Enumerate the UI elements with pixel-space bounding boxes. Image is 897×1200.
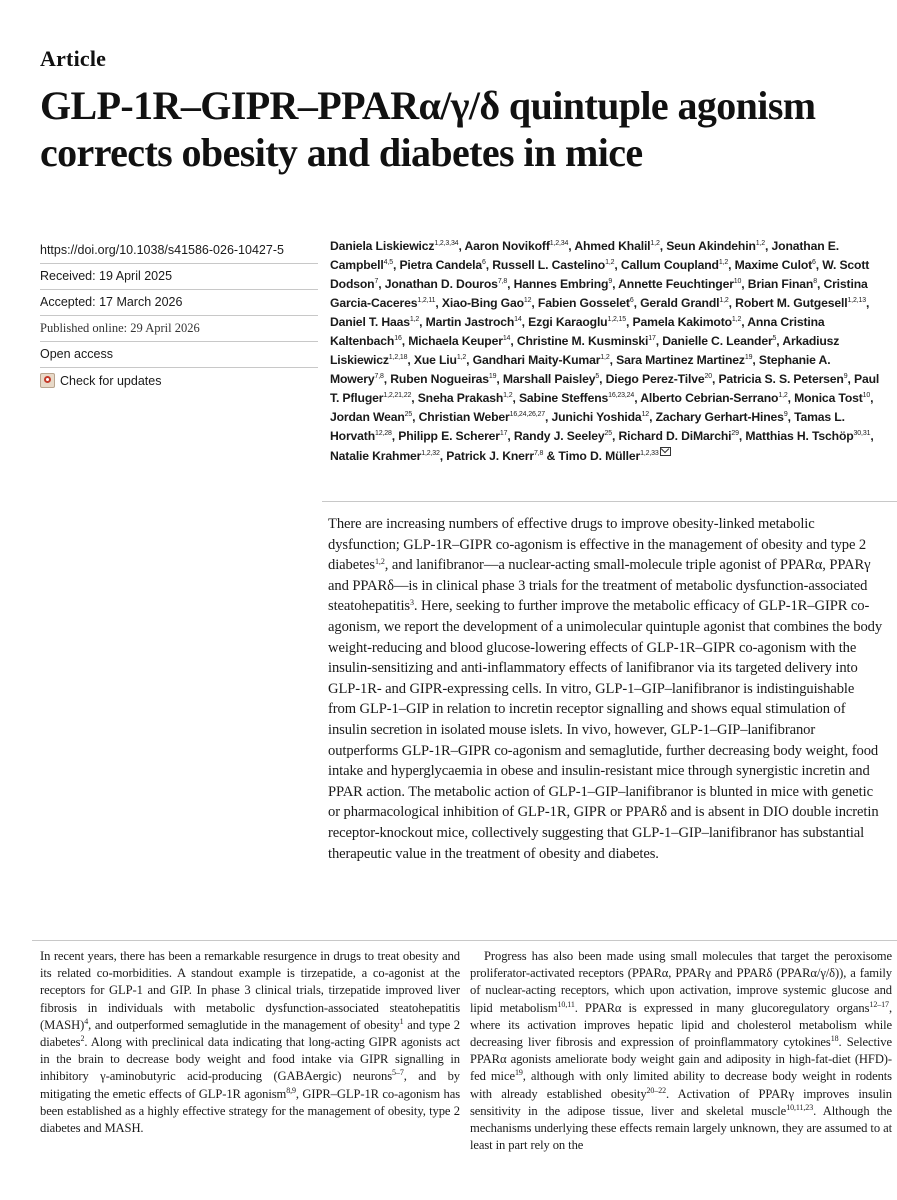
author-separator: , [870,429,874,444]
abstract-text: , and lanifibranor—a nuclear-acting small-molecule triple agonist of PPARα, PPARγ and PPARδ—is in clinical phase 3 trials for the treatment of metabolic dysfunction-associated steatohepatitis [328,557,871,615]
check-updates-button[interactable] [40,368,318,394]
author-affiliation: 1,2,18 [388,354,408,362]
body-paragraph-right [470,948,892,1154]
author-separator: , [544,410,549,425]
author-separator: , [870,391,874,406]
author-affiliation: 30,31 [853,430,871,438]
author-entry[interactable] [473,353,613,367]
author-name: Patricia S. S. Petersen [718,372,844,387]
reference-link[interactable]: 5–7 [392,1068,404,1078]
author-affiliation: 1,2,13 [847,297,866,305]
author-separator: , [728,296,732,311]
body-text: , and by mitigating the emetic effects of GLP-1R agonism [40,1069,460,1101]
author-name: Robert M. Gutgesell [735,296,848,311]
author-entry[interactable] [748,277,820,291]
author-name: Ahmed Khalil [574,239,651,253]
author-name: Tamas L. Horvath [330,410,845,444]
author-entry[interactable] [330,315,422,329]
reference-link[interactable]: 19 [514,1068,523,1078]
author-name: Alberto Cebrian-Serrano [640,391,779,406]
author-affiliation: 20 [704,373,712,381]
article-metadata [40,238,318,394]
author-entry[interactable] [390,372,499,386]
reference-link[interactable]: 18 [830,1034,839,1044]
author-name: Aaron Novikoff [464,239,550,253]
author-name: Daniel T. Haas [330,315,410,330]
author-name: Cristina Garcia-Caceres [330,277,868,311]
author-name: Marshall Paisley [502,372,596,387]
author-entry[interactable] [414,353,470,367]
body-text: , where its activation improves hepatic lipid and cholesterol metabolism while decreasing liver fibrosis and expression of proinflammatory cytokines [470,1000,892,1050]
author-affiliation: 1,2 [718,259,729,267]
reference-link[interactable]: 4 [84,1016,89,1026]
author-name: Pamela Kakimoto [632,315,732,330]
author-name: Jordan Wean [330,410,405,425]
author-name: Diego Perez-Tilve [605,372,705,387]
article-type-label: Article [40,46,107,71]
reference-link[interactable]: 3 [410,598,414,608]
author-name: Junichi Yoshida [551,410,642,425]
author-affiliation: 1,2 [719,297,729,305]
author-name: Gandhari Maity-Kumar [472,353,601,368]
author-separator: , [419,315,423,330]
author-affiliation: 16,23,24 [608,392,635,400]
author-entry[interactable] [794,391,873,405]
author-name: Richard D. DiMarchi [618,429,732,444]
author-name: Gerald Grandl [640,296,720,311]
author-entry[interactable] [735,258,819,272]
reference-link[interactable]: 1 [399,1016,404,1026]
author-name: Russell L. Castelino [492,258,606,273]
author-separator: , [599,372,603,387]
author-separator: , [787,410,791,425]
author-affiliation: 9 [608,278,613,286]
author-separator: , [507,429,511,444]
author-affiliation: 6 [482,259,486,267]
author-affiliation: 1,2 [731,316,742,324]
author-affiliation: 14 [514,316,522,324]
author-name: Randy J. Seeley [513,429,605,444]
author-name: Hannes Embring [513,277,609,292]
author-separator: , [378,277,382,292]
author-entry[interactable] [618,429,742,443]
author-separator: , [611,429,616,444]
author-entry[interactable] [514,429,615,443]
author-affiliation: 25 [604,430,612,438]
author-affiliation: 6 [812,259,816,267]
author-entry[interactable] [718,372,850,386]
author-affiliation: 9 [783,411,788,419]
author-entry[interactable] [399,258,489,272]
author-entry[interactable] [330,449,443,463]
author-name: Maxime Culot [734,258,813,273]
author-entry[interactable] [426,315,525,329]
author-affiliation: 10 [862,392,871,400]
author-entry[interactable] [616,353,756,367]
author-affiliation: 12 [523,297,532,305]
author-name: Arkadiusz Liskiewicz [330,334,840,368]
reference-link[interactable]: 10,11 [557,999,575,1009]
author-name: Timo D. Müller [558,448,641,463]
author-entry[interactable] [464,239,571,253]
author-entry[interactable] [398,429,510,443]
author-affiliation: 1,2,3,34 [434,240,459,247]
author-separator: , [485,258,490,273]
author-name: Annette Feuchtinger [618,277,734,292]
body-text: and type 2 diabetes [40,1017,461,1050]
author-entry[interactable] [538,296,637,310]
body-paragraph-left [40,948,460,1137]
author-separator: , [847,372,851,387]
author-name: Zachary Gerhart-Hines [655,410,784,425]
author-separator: , [512,391,516,406]
author-affiliation: 19 [488,373,497,381]
author-separator: , [634,391,638,406]
author-entry[interactable] [514,277,616,291]
author-name: Monica Tost [794,391,863,406]
body-text: . Activation of PPARγ improves insulin sensitivity in the adipose tissue, liver and skeletal muscle [470,1086,892,1118]
author-name: Pietra Candela [399,258,483,273]
author-name: Xue Liu [413,353,457,368]
author-entry[interactable] [745,429,873,443]
author-separator: , [412,410,416,425]
author-entry[interactable] [330,239,462,253]
author-affiliation: 7 [374,278,379,286]
author-name: Stephanie A. Mowery [330,353,831,387]
author-separator: , [626,315,630,330]
author-entry[interactable] [666,239,768,253]
author-affiliation: 8 [813,278,817,286]
author-name: Seun Akindehin [666,239,756,253]
author-name: Christine M. Kusminski [516,334,649,349]
author-affiliation: 7,8 [497,278,508,286]
author-separator: , [752,353,756,368]
author-entry[interactable] [551,410,652,424]
author-separator: , [787,391,791,406]
author-name: Philipp E. Scherer [398,429,500,444]
author-name: Matthias H. Tschöp [745,429,854,444]
author-affiliation: 12 [641,411,650,419]
author-name: Sara Martinez Martinez [616,353,745,368]
author-affiliation: 17 [648,335,656,343]
author-separator: , [401,334,405,349]
author-affiliation: 14 [502,335,511,343]
reference-link[interactable]: 1,2 [375,557,385,567]
published-date: Published online: 29 April 2026 [40,316,318,342]
author-affiliation: 7,8 [534,449,544,457]
author-separator: , [711,372,716,387]
author-name: Paul T. Pfluger [330,372,880,406]
received-date: Received: 19 April 2025 [40,264,318,290]
author-separator: , [815,258,820,273]
author-affiliation: 1,2 [503,392,513,400]
author-separator: , [568,239,572,253]
author-separator: , [816,277,821,292]
body-text: , and outperformed semaglutide in the management of obesity [88,1017,400,1032]
author-separator: , [765,239,769,253]
author-separator: , [531,296,535,311]
article-title: GLP-1R–GIPR–PPARα/γ/δ quintuple agonism corrects obesity and diabetes in mice [40,83,816,175]
reference-link[interactable]: 12–17 [869,999,889,1009]
author-name: Callum Coupland [620,258,719,273]
author-separator: , [649,410,653,425]
author-entry[interactable] [442,296,535,310]
author-separator: , [507,277,511,292]
author-name: Ezgi Karaoglu [528,315,608,330]
author-affiliation: 1,2,21,22 [383,392,412,400]
author-name: Brian Finan [747,277,814,292]
author-affiliation: 4,5 [383,259,393,267]
author-separator: , [383,372,388,387]
author-entry[interactable] [662,334,779,348]
author-entry[interactable] [419,410,549,424]
author-affiliation: 12,28 [375,430,392,438]
author-name: Fabien Gosselet [537,296,630,311]
author-separator: , [655,334,660,349]
author-affiliation: 19 [744,354,753,362]
author-name: Danielle C. Leander [662,334,773,349]
author-affiliation: 1,2,33 [640,449,659,457]
accepted-date: Accepted: 17 March 2026 [40,290,318,316]
author-entry[interactable] [618,277,744,291]
author-affiliation: 16 [394,335,402,343]
author-affiliation: 5 [772,335,777,343]
email-icon[interactable] [660,447,671,456]
author-affiliation: 17 [499,430,508,438]
author-separator: , [458,239,462,253]
author-name: Jonathan E. Campbell [330,239,839,273]
author-name: Ruben Nogueiras [390,372,489,387]
author-name: W. Scott Dodson [330,258,870,292]
author-entry[interactable] [330,410,415,424]
body-text: . Along with preclinical data indicating that long-acting GIPR agonists act in the brain to decrease body weight and food intake via GIPR signalling in inhibitory γ-aminobutyric acid-producing (GABAergic) neurons [40,1035,460,1084]
author-separator: , [776,334,780,349]
body-text: In recent years, there has been a remarkable resurgence in drugs to treat obesity and its related co-morbidities. A standout example is tirzepatide, a co-agonist at the receptors for GLP-1 and GIP. In phase 3 clinical trials, tirzepatide improved liver fibrosis in individuals with metabolic dysfunction-associated steatohepatitis (MASH) [40,949,460,1032]
author-entry[interactable] [418,391,516,405]
author-separator: , [866,296,870,311]
author-separator: , [411,391,415,406]
author-affiliation: 7,8 [374,373,384,381]
author-entry[interactable] [735,296,869,310]
open-access-label: Open access [40,342,318,368]
author-affiliation: 1,2 [605,259,615,267]
author-entry[interactable] [517,334,659,348]
body-text: , GIPR–GLP-1R co-agonism has been established as a highly effective strategy for the management of obesity, type 2 diabetes and MASH. [40,1086,460,1136]
author-entry[interactable] [640,296,732,310]
author-entry[interactable] [519,391,638,405]
author-entry[interactable] [640,391,791,405]
author-entry[interactable] [503,372,602,386]
author-name: Jonathan D. Douros [384,277,498,292]
author-name: Christian Weber [418,410,510,425]
body-text: . Selective PPARα agonists ameliorate body weight gain and adiposity in high-fat-diet (HFD)-fed mice [470,1035,892,1084]
author-separator: , [466,353,470,368]
doi-link[interactable]: https://doi.org/10.1038/s41586-026-10427-5 [40,238,318,264]
author-affiliation: 29 [731,430,739,438]
check-updates-label: Check for updates [60,373,162,388]
author-name: Anna Cristina Kaltenbach [330,315,825,349]
author-entry[interactable] [385,277,511,291]
divider [322,501,897,502]
author-name: Sneha Prakash [417,391,504,406]
author-separator: , [496,372,500,387]
author-entry[interactable] [528,315,629,329]
author-affiliation: 16,24,26,27 [509,411,545,419]
author-name: Sabine Steffens [518,391,609,406]
author-separator: , [633,296,637,311]
author-entry[interactable] [621,258,732,272]
author-affiliation: 1,2 [755,240,766,247]
author-entry[interactable] [446,449,555,463]
crossmark-icon [40,373,55,388]
author-affiliation: 9 [843,373,848,381]
abstract-text: . Here, seeking to further improve the metabolic efficacy of GLP-1R–GIPR co-agonism, we report the development of a unimolecular quintuple agonist that combines the body weight-reducing and blood glucose-lowering effects of GLP-1R–GIPR co-agonism with the insulin-sensitizing and anti-inflammatory effects of lanifibranor via its targeted delivery into GLP-1R- and GIPR-expressing cells. In vitro, GLP-1–GIP–lanifibranor is indistinguishable from GLP-1–GIP in relation to incretin receptor signalling and shows equal stimulation of insulin secretion in isolated mouse islets. In vivo, however, GLP-1–GIP–lanifibranor outperforms GLP-1R–GIPR co-agonism and semaglutide, further decreasing body weight, food intake and hyperglycaemia in obese and insulin-resistant mice through synergistic incretin and PPAR action. The metabolic action of GLP-1–GIP–lanifibranor is blunted in mice with genetic or pharmacological inhibition of GLP-1R, GIPR or PPARδ and is absent in DIO double incretin receptor-knockout mice, collectively suggesting that GLP-1–GIP–lanifibranor has substantial therapeutic value in the treatment of obesity and diabetes. [328,598,883,862]
author-entry[interactable] [558,449,670,463]
author-name: Daniela Liskiewicz [330,239,435,253]
author-affiliation: 1,2,34 [549,240,569,247]
author-separator: , [741,315,745,330]
author-entry[interactable] [606,372,716,386]
author-separator: , [612,277,616,292]
author-entry[interactable] [492,258,617,272]
author-affiliation: 1,2,15 [607,316,627,324]
reference-link[interactable]: 2 [80,1034,85,1044]
abstract-text: There are increasing numbers of effective drugs to improve obesity-linked metabolic dysfunction; GLP-1R–GIPR co-agonism is effective in the management of obesity and type 2 diabetes [328,516,867,574]
abstract [328,514,883,864]
author-affiliation: 1,2 [600,354,610,362]
author-name: Martin Jastroch [425,315,515,330]
author-separator: , [614,258,618,273]
author-affiliation: 25 [404,411,413,419]
author-affiliation: 1,2,32 [421,449,440,457]
author-name: Michaela Keuper [408,334,503,349]
reference-link[interactable]: 20–22 [646,1085,667,1095]
author-separator: , [407,353,411,368]
author-affiliation: 5 [595,373,600,381]
author-entry[interactable] [633,315,745,329]
body-text: . Although the mechanisms underlying these effects remain largely unknown, they are assumed to at least in part rely on the [470,1103,892,1153]
author-separator: , [439,448,444,463]
author-affiliation: 10 [733,278,742,286]
body-text: . PPARα is expressed in many glucoregulatory organs [574,1000,870,1015]
author-separator: , [392,258,397,273]
author-separator: , [609,353,613,368]
author-name: Natalie Krahmer [330,448,422,463]
author-separator: & [543,448,556,463]
author-name: Patrick J. Knerr [446,448,534,463]
author-list [330,237,890,466]
author-affiliation: 1,2 [409,316,420,324]
author-separator: , [728,258,732,273]
author-separator: , [738,429,743,444]
body-text: , although with only limited ability to decrease body weight in rodents with already established obesity [470,1069,892,1101]
author-separator: , [391,429,396,444]
divider [32,940,897,941]
author-name: Xiao-Bing Gao [441,296,524,311]
author-affiliation: 1,2 [456,354,467,362]
reference-link[interactable]: 10,11,23 [786,1102,814,1112]
author-affiliation: 1,2 [778,392,788,400]
author-affiliation: 1,2 [650,240,660,247]
author-affiliation: 1,2,11 [417,297,436,305]
author-separator: , [659,239,663,253]
reference-link[interactable]: 8,9 [286,1085,296,1095]
body-text: Progress has also been made using small molecules that target the peroxisome proliferator-activated receptors (PPARα, PPARγ and PPARδ (PPARα/γ/δ)), a family of nuclear-acting receptors, which upon activation, improve systemic glucose and lipid metabolism [470,949,892,1015]
author-entry[interactable] [656,410,791,424]
author-entry[interactable] [574,239,663,253]
author-affiliation: 6 [629,297,634,305]
author-separator: , [510,334,514,349]
author-separator: , [435,296,439,311]
author-separator: , [741,277,745,292]
author-separator: , [521,315,525,330]
author-entry[interactable] [408,334,513,348]
